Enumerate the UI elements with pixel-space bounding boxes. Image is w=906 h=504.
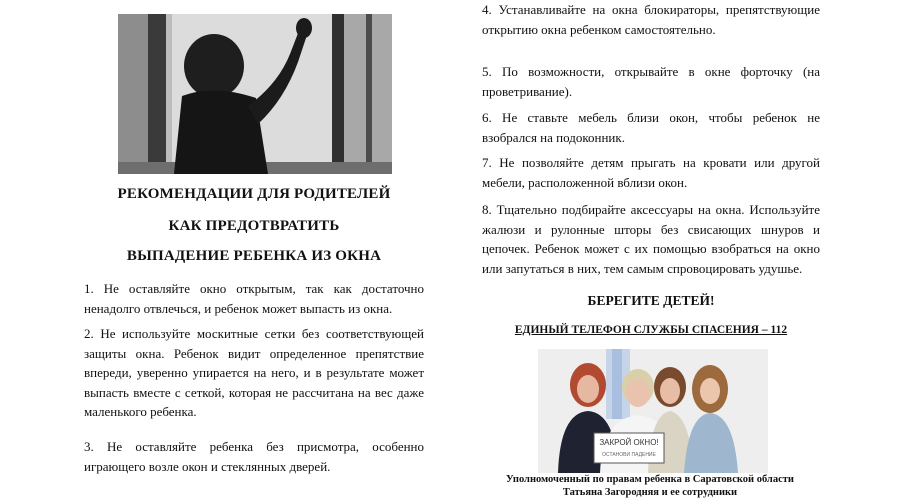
recommendation-2: 2. Не используйте москитные сетки без соответствующей защиты окна. Ребенок видит определенное препятствие впереди, уверенно упирается на него, и в результате может выпасть вместе с сеткой, которая не рассчитана на вес даже маленького ребенка. (84, 326, 424, 419)
sign-text-line-1: ЗАКРОЙ ОКНО! (599, 438, 659, 447)
recommendation-8: 8. Тщательно подбирайте аксессуары на окна. Используйте жалюзи и рулонные шторы без свисающих шнуров и цепочек. Ребенок может с их помощью взобраться на окно или запутаться в них, тем самым спровоцировать удушье. (482, 202, 820, 276)
recommendation-6: 6. Не ставьте мебель близи окон, чтобы ребенок не взобрался на подоконник. (482, 110, 820, 145)
title-line-3: ВЫПАДЕНИЕ РЕБЕНКА ИЗ ОКНА (126, 248, 382, 264)
group-photo (538, 349, 768, 473)
recommendation-7: 7. Не позволяйте детям прыгать на кровати или другой мебели, расположенной вблизи окон. (482, 155, 820, 190)
rescue-phone: ЕДИНЫЙ ТЕЛЕФОН СЛУЖБЫ СПАСЕНИЯ – 112 (514, 324, 788, 336)
recommendation-5: 5. По возможности, открывайте в окне форточку (на проветривание). (482, 64, 820, 99)
title-line-2: КАК ПРЕДОТВРАТИТЬ (168, 218, 340, 234)
title-line-1: РЕКОМЕНДАЦИИ ДЛЯ РОДИТЕЛЕЙ (117, 186, 391, 202)
child-at-window-photo (118, 14, 392, 174)
caption-line-1: Уполномоченный по правам ребенка в Саратовской области (506, 474, 794, 485)
recommendation-4: 4. Устанавливайте на окна блокираторы, препятствующие открытию окна ребенком самостоятельно. (482, 2, 820, 37)
caption-line-2: Татьяна Загородняя и ее сотрудники (562, 487, 738, 498)
recommendation-3: 3. Не оставляйте ребенка без присмотра, особенно играющего возле окон и стеклянных дверей. (84, 439, 424, 474)
recommendation-1: 1. Не оставляйте окно открытым, так как достаточно ненадолго отвлечься, и ребенок может выпасть из окна. (84, 281, 424, 316)
slogan: БЕРЕГИТЕ ДЕТЕЙ! (587, 293, 715, 308)
sign-text-line-2: ОСТАНОВИ ПАДЕНИЕ (602, 452, 656, 458)
